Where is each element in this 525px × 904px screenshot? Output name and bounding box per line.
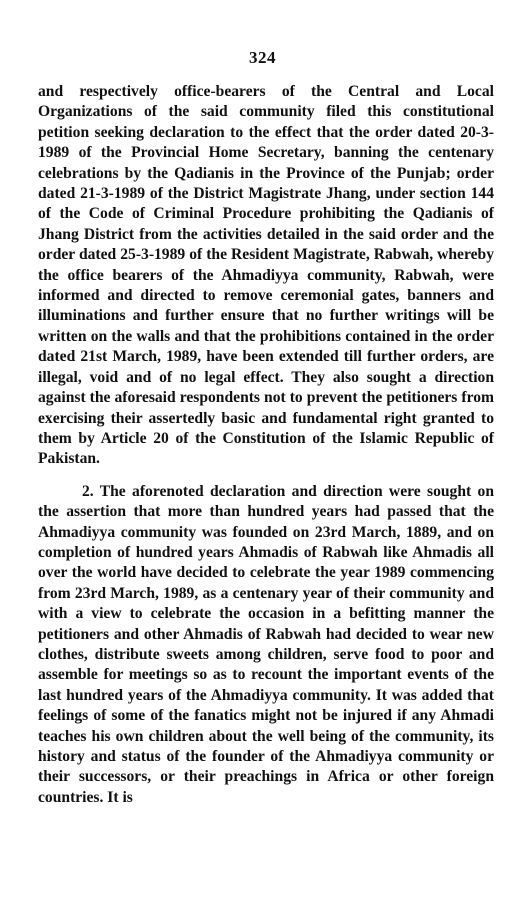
paragraph-2: 2. The aforenoted declaration and direction were sought on the assertion that more than hundred years had passed that the Ahmadiyya community was founded on 23rd March, 1889, and on completion of hundred years Ahmadis of Rabwah like Ahmadis all over the world have decided to celebrate the year 1989 commencing from 23rd March, 1989, as a centenary year of their community and with a view to celebrate the occasion in a befitting manner the petitioners and other Ahmadis of Rabwah had decided to wear new clothes, distribute sweets among children, serve food to poor and assemble for meetings so as to recount the important events of the last hundred years of the Ahmadiyya community. It was added that feelings of some of the fanatics might not be injured if any Ahmadi teaches his own children about the well being of the community, its history and status of the founder of the Ahmadiyya community or their successors, or their preachings in Africa or other foreign countries. It is <box>38 482 494 806</box>
page-number: 324 <box>249 48 276 67</box>
paragraph-1: and respectively office-bearers of the Central and Local Organizations of the said community filed this constitutional petition seeking declaration to the effect that the order dated 20-3-1989 of the Provincial Home Secretary, banning the centenary celebrations by the Qadianis in the Province of the Punjab; order dated 21-3-1989 of the District Magistrate Jhang, under section 144 of the Code of Criminal Procedure prohibiting the Qadianis of Jhang District from the activities detailed in the said order and the order dated 25-3-1989 of the Resident Magistrate, Rabwah, whereby the office bearers of the Ahmadiyya community, Rabwah, were informed and directed to remove ceremonial gates, banners and illuminations and further ensure that no further writings will be written on the walls and that the prohibitions contained in the order dated 21st March, 1989, have been extended till further orders, are illegal, void and of no legal effect. They also sought a direction against the aforesaid respondents not to prevent the petitioners from exercising their assertedly basic and fundamental right granted to them by Article 20 of the Constitution of the Islamic Republic of Pakistan. <box>38 83 494 468</box>
document-body <box>38 82 494 808</box>
